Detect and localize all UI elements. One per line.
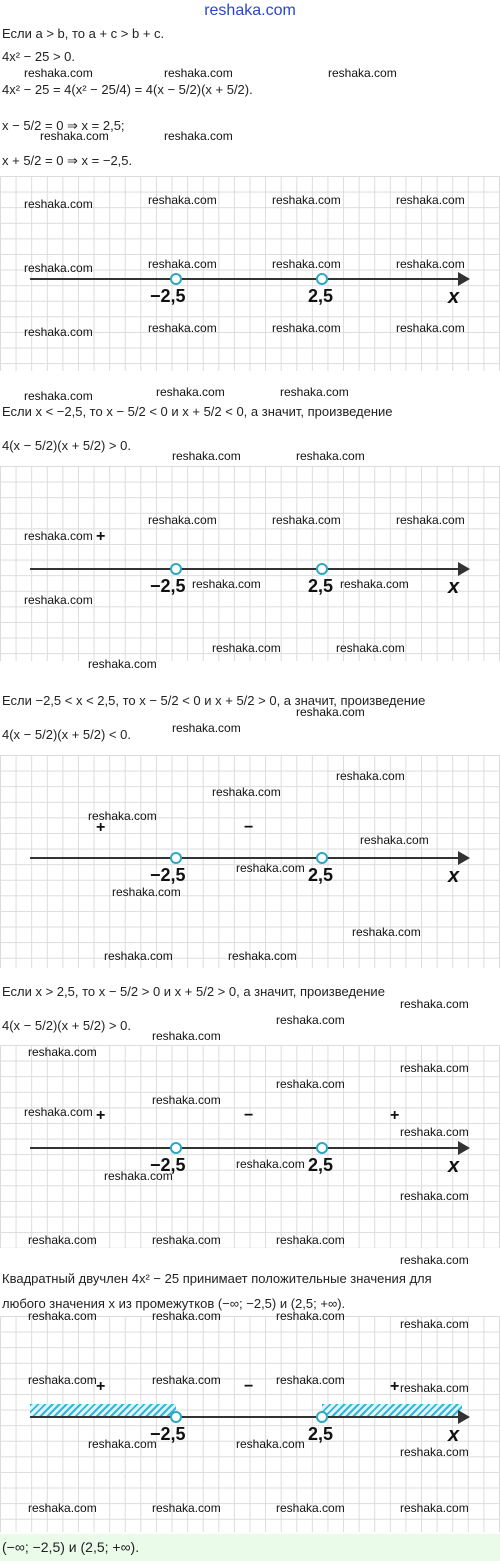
tick-right: 2,5 [308,1424,334,1444]
text-line: Если x > 2,5, то x − 5/2 > 0 и x + 5/2 > 0, а значит, произведение [2,984,385,999]
watermark: reshaka.com [276,1309,345,1323]
watermark: reshaka.com [28,1233,97,1247]
watermark: reshaka.com [296,705,365,719]
text-line: Если x < −2,5, то x − 5/2 < 0 и x + 5/2 < 0, а значит, произведение [2,404,393,419]
watermark: reshaka.com [272,321,341,335]
watermark: reshaka.com [148,513,217,527]
watermark: reshaka.com [24,529,93,543]
watermark: reshaka.com [400,1189,469,1203]
watermark: reshaka.com [40,129,109,143]
text-line: 4x² − 25 = 4(x² − 25/4) = 4(x − 5/2)(x + 5/2). [2,82,253,97]
watermark: reshaka.com [112,885,181,899]
watermark: reshaka.com [276,1233,345,1247]
hatched-interval-left [30,1404,176,1416]
axis-arrow [458,1410,470,1424]
tick-right: 2,5 [308,1155,334,1175]
watermark: reshaka.com [192,577,261,591]
watermark: reshaka.com [340,577,409,591]
point-left [170,563,182,575]
watermark: reshaka.com [396,513,465,527]
watermark: reshaka.com [212,641,281,655]
sign-plus: + [96,819,106,836]
watermark: reshaka.com [272,257,341,271]
watermark: reshaka.com [336,641,405,655]
number-line-grid [0,466,500,661]
watermark: reshaka.com [400,1125,469,1139]
answer-text: (−∞; −2,5) и (2,5; +∞). [2,1539,140,1555]
x-axis [30,568,460,570]
point-left [170,1142,182,1154]
tick-right: 2,5 [308,286,334,306]
watermark: reshaka.com [396,193,465,207]
watermark: reshaka.com [212,785,281,799]
point-right [316,852,328,864]
sign-plus: + [390,1378,400,1395]
axis-var: x [448,865,460,887]
watermark: reshaka.com [152,1233,221,1247]
sign-plus: + [96,528,106,545]
watermark: reshaka.com [104,1169,173,1183]
watermark: reshaka.com [148,257,217,271]
watermark: reshaka.com [24,261,93,275]
point-left [170,1411,182,1423]
watermark: reshaka.com [172,449,241,463]
watermark: reshaka.com [28,1045,97,1059]
watermark: reshaka.com [24,197,93,211]
watermark: reshaka.com [280,385,349,399]
hatched-interval-right [322,1404,462,1416]
watermark: reshaka.com [104,949,173,963]
axis-var: x [448,576,460,598]
tick-left: −2,5 [150,1155,186,1175]
x-axis [30,278,460,280]
watermark: reshaka.com [152,1309,221,1323]
x-axis [30,1147,460,1149]
watermark: reshaka.com [152,1501,221,1515]
point-right [316,1411,328,1423]
text-line: Квадратный двучлен 4x² − 25 принимает положительные значения для [2,1271,432,1286]
watermark: reshaka.com [396,321,465,335]
watermark: reshaka.com [24,66,93,80]
site-title[interactable]: reshaka.com [204,2,296,19]
watermark: reshaka.com [156,385,225,399]
point-left [170,852,182,864]
x-axis [30,857,460,859]
watermark: reshaka.com [328,66,397,80]
number-line-grid [0,1045,500,1248]
watermark: reshaka.com [400,1501,469,1515]
text-line: Если −2,5 < x < 2,5, то x − 5/2 < 0 и x + 5/2 > 0, а значит, произведение [2,693,426,708]
axis-var: x [448,1155,460,1177]
sign-minus: − [244,1378,254,1395]
watermark: reshaka.com [24,1105,93,1119]
watermark: reshaka.com [28,1501,97,1515]
watermark: reshaka.com [228,949,297,963]
tick-left: −2,5 [150,865,186,885]
axis-var: x [448,286,460,308]
point-right [316,273,328,285]
tick-left: −2,5 [150,576,186,596]
watermark: reshaka.com [152,1029,221,1043]
watermark: reshaka.com [24,593,93,607]
watermark: reshaka.com [272,513,341,527]
watermark: reshaka.com [236,1157,305,1171]
watermark: reshaka.com [276,1373,345,1387]
watermark: reshaka.com [24,389,93,403]
watermark: reshaka.com [148,193,217,207]
watermark: reshaka.com [28,1309,97,1323]
x-axis [30,1416,460,1418]
tick-right: 2,5 [308,576,334,596]
sign-plus: + [96,1378,106,1395]
axis-arrow [458,562,470,576]
watermark: reshaka.com [296,449,365,463]
number-line-grid [0,1316,500,1532]
text-line: x − 5/2 = 0 ⇒ x = 2,5; [2,118,125,133]
text-line: 4(x − 5/2)(x + 5/2) > 0. [2,1018,131,1033]
tick-left: −2,5 [150,286,186,306]
text-line: Если a > b, то a + c > b + c. [2,26,165,41]
text-line: любого значения x из промежутков (−∞; −2,5) и (2,5; +∞). [2,1296,346,1311]
watermark: reshaka.com [276,1077,345,1091]
tick-right: 2,5 [308,865,334,885]
watermark: reshaka.com [148,321,217,335]
text-line: 4x² − 25 > 0. [2,49,75,64]
watermark: reshaka.com [24,325,93,339]
watermark: reshaka.com [164,129,233,143]
sign-plus: + [96,1107,106,1124]
text-line: x + 5/2 = 0 ⇒ x = −2,5. [2,153,133,168]
watermark: reshaka.com [400,997,469,1011]
watermark: reshaka.com [272,193,341,207]
axis-var: x [448,1424,460,1446]
point-right [316,1142,328,1154]
watermark: reshaka.com [336,769,405,783]
sign-minus: − [244,819,254,836]
watermark: reshaka.com [400,1445,469,1459]
watermark: reshaka.com [152,1093,221,1107]
watermark: reshaka.com [172,721,241,735]
watermark: reshaka.com [352,925,421,939]
watermark: reshaka.com [276,1013,345,1027]
watermark: reshaka.com [28,1373,97,1387]
point-right [316,563,328,575]
watermark: reshaka.com [236,861,305,875]
watermark: reshaka.com [396,257,465,271]
tick-left: −2,5 [150,1424,186,1444]
watermark: reshaka.com [236,1437,305,1451]
text-line: 4(x − 5/2)(x + 5/2) > 0. [2,438,131,453]
answer-box [0,1534,500,1561]
axis-arrow [458,851,470,865]
axis-arrow [458,272,470,286]
watermark: reshaka.com [276,1501,345,1515]
watermark: reshaka.com [360,833,429,847]
sign-minus: − [244,1107,254,1124]
watermark: reshaka.com [400,1381,469,1395]
watermark: reshaka.com [400,1061,469,1075]
sign-plus: + [390,1107,400,1124]
watermark: reshaka.com [88,657,157,671]
watermark: reshaka.com [400,1317,469,1331]
watermark: reshaka.com [152,1373,221,1387]
watermark: reshaka.com [88,1437,157,1451]
axis-arrow [458,1141,470,1155]
text-line: 4(x − 5/2)(x + 5/2) < 0. [2,727,131,742]
watermark: reshaka.com [400,1253,469,1267]
watermark: reshaka.com [88,809,157,823]
point-left [170,273,182,285]
watermark: reshaka.com [164,66,233,80]
